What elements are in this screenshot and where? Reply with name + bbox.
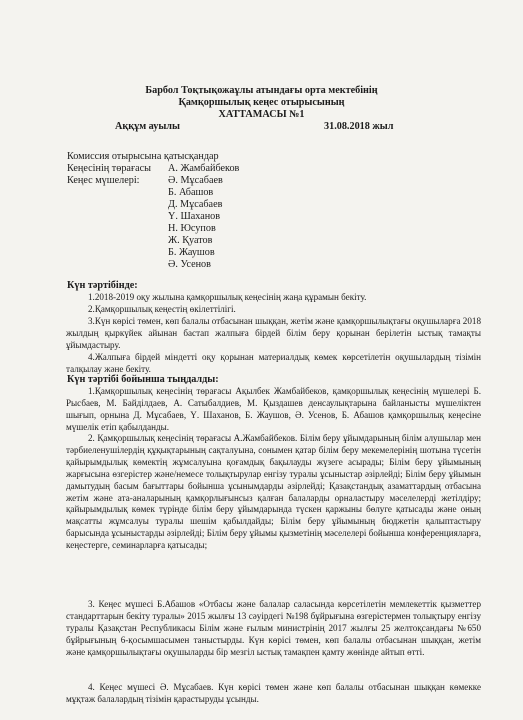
member-name: Б. Жаушов [168,247,215,258]
commission-title: Комиссия отырысына қатысқандар [67,151,219,162]
members-label: Кеңес мүшелері: [67,175,140,186]
member-name: Ж. Қуатов [168,235,213,246]
member-name: Н. Юсупов [168,223,216,234]
resolution-item-4: 4. Кеңес мүшесі Ә. Мұсабаев. Күн көрісі төмен және көп балалы отбасынан шыққан көмекке мұқтаж балалардың тізімін қарастыруды ұсынды. [66,682,481,704]
protocol-title: ХАТТАМАСЫ №1 [218,109,305,120]
resolution-item-1: 1.Қамқоршылық кеңесінің төрағасы Ақылбек Жамбайбеков, қамқоршылық кеңесінің мүшелері Б. Рысбаев, М. Байділдаев, А. Сатыбалдиев, М. Қыздашев денсаулықтарына байланысты мүшеліктен шығып, орнына Д. Мұсабаев, Ү. Шаханов, Б. Жаушов, Ә. Усенов, Б. Абашов қамқоршылық кеңесіне мүшелік етіп қабылданды. [66,386,481,432]
agenda-item-3: 3.Күн көрісі төмен, көп балалы отбасынан шыққан, жетім және қамқоршылықтағы оқушыларға 2018 жылдың қыркүйек айынан бастап жалпыға бірдей білім беру қорынан берілетін ыстық тамақты ұйымдастыру. [66,316,481,350]
place: Аққұм ауылы [115,121,180,132]
chair-name: А. Жамбайбеков [168,163,240,174]
agenda-item-1: 1.2018-2019 оқу жылына қамқоршылық кеңесінің жаңа құрамын бекіту. [88,292,367,302]
member-name: Д. Мұсабаев [168,199,223,210]
member-name: Б. Абашов [168,187,214,198]
resolution-title: Күн тәртібі бойынша тыңдалды: [67,374,219,385]
school-title: Барбол Тоқтықожаұлы атындағы орта мектебінің [145,85,378,96]
agenda-title: Күн тәртібінде: [67,280,138,291]
date: 31.08.2018 жыл [324,121,394,132]
resolution-item-3: 3. Кеңес мүшесі Б.Абашов «Отбасы және балалар саласында көрсетілетін мемлекеттік қызметтер стандарттарын бекіту туралы» 2015 жылғы 13 сәуірдегі №198 бұйрығына өзгерістермен толықтыру енгізу туралы Қазақстан Республикасы Білім және ғылым министрінің 2017 жылғы 25 желтоқсандағы №650 бұйрығының 6-қосымшасымен таныстырды. Күн көрісі төмен, көп балалы отбасынан шыққан, жетім және қамқоршылықтағы оқушыларды бір мезгіл ыстық тамақпен қамту жөнінде айтып өтті. [66,599,481,657]
member-name: Ә. Усенов [168,259,211,270]
agenda-item-2: 2.Қамқоршылық кеңестің өкілеттілігі. [88,304,236,314]
member-name: Ү. Шаханов [168,211,221,222]
agenda-item-4: 4.Жалпыға бірдей міндетті оқу қорынан материалдық көмек көрсетілетін оқушылардың тізімін талқылау және бекіту. [66,352,481,374]
resolution-item-2: 2. Қамқоршылық кеңесінің төрағасы А.Жамбайбеков. Білім беру ұйымдарының білім алушылар мен тәрбиеленушілердің құқықтарының сақталуына, сонымен қатар білім беру мекемелерінің шотына түсетін қайырымдылық көмектің жұмсалуына қоғамдық бақылауды жүзеге асырады; Білім беру ұйымының жарғысына өзгерістер және/немесе толықтырулар енгізу туралы ұсыныстар әзірлейді; Білім беру ұйымын дамытудың басым бағыттары бойынша ұсынымдарды әзірлейді; Қазақстандық азаматтардың отбасына жетім және ата-аналарының қамқорлығынсыз қалған балаларды орналастыру мәселелерді жетілдіру; қайырымдылық көмек түрінде білім беру ұйымдарында түскен қаржыны бөлуге қатысады және оның мақсатты жұмсалуы туралы шешім қабылдайды; Білім беру ұйымының бюджетін қалыптастыру барысында ұсыныстарды әзірлейді; Білім беру ұйымы қызметінің мәселелері бойынша конференцияларға, кеңестерге, семинарларға қатысады; [66,433,481,551]
member-name: Ә. Мұсабаев [168,175,223,186]
council-title: Қамқоршылық кеңес отырысының [178,97,345,108]
chair-label: Кеңесінің төрағасы [67,163,152,174]
